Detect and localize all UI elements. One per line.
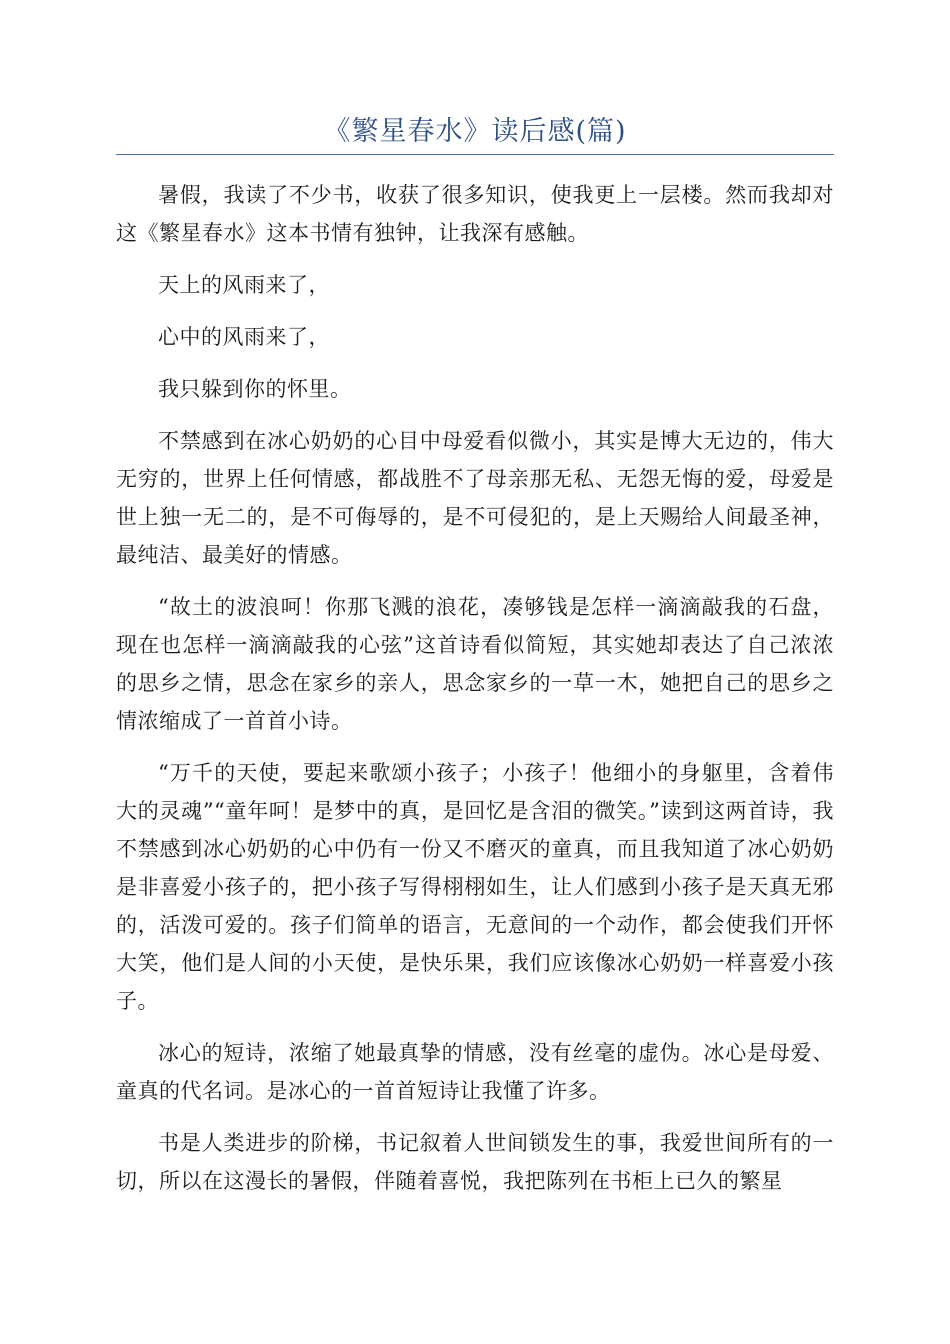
paragraph-4: “万千的天使，要起来歌颂小孩子；小孩子！他细小的身躯里，含着伟大的灵魂”“童年呵！是梦中的真，是回忆是含泪的微笑。”读到这两首诗，我不禁感到冰心奶奶的心中仍有一份又不磨灭的童真，而且我知道了冰心奶奶是非喜爱小孩子的，把小孩子写得栩栩如生，让人们感到小孩子是天真无邪的，活泼可爱的。孩子们简单的语言，无意间的一个动作，都会使我们开怀大笑，他们是人间的小天使，是快乐果，我们应该像冰心奶奶一样喜爱小孩子。 xyxy=(116,761,834,1013)
poem-line-3: 我只躲到你的怀里。 xyxy=(158,377,352,401)
paragraph-5: 冰心的短诗，浓缩了她最真挚的情感，没有丝毫的虚伪。冰心是母爱、童真的代名词。是冰心的一首首短诗让我懂了许多。 xyxy=(116,1041,834,1103)
poem-line-1: 天上的风雨来了， xyxy=(158,273,330,297)
document-title: 《繁星春水》读后感(篇) xyxy=(323,116,627,147)
document-body xyxy=(116,176,834,1214)
paragraph-1: 暑假，我读了不少书，收获了很多知识，使我更上一层楼。然而我却对这《繁星春水》这本书情有独钟，让我深有感触。 xyxy=(116,183,834,245)
paragraph-3: “故土的波浪呵！你那飞溅的浪花，凑够钱是怎样一滴滴敲我的石盘，现在也怎样一滴滴敲我的心弦”这首诗看似简短，其实她却表达了自己浓浓的思乡之情，思念在家乡的亲人，思念家乡的一草一木，她把自己的思乡之情浓缩成了一首首小诗。 xyxy=(116,595,834,733)
poem-line-2: 心中的风雨来了， xyxy=(158,325,330,349)
paragraph-2: 不禁感到在冰心奶奶的心目中母爱看似微小，其实是博大无边的，伟大无穷的，世界上任何情感，都战胜不了母亲那无私、无怨无悔的爱，母爱是世上独一无二的，是不可侮辱的，是不可侵犯的，是上天赐给人间最圣神，最纯洁、最美好的情感。 xyxy=(116,429,834,567)
title-underline xyxy=(116,154,834,155)
paragraph-6: 书是人类进步的阶梯，书记叙着人世间锁发生的事，我爱世间所有的一切，所以在这漫长的暑假，伴随着喜悦，我把陈列在书柜上已久的繁星 xyxy=(116,1131,834,1193)
